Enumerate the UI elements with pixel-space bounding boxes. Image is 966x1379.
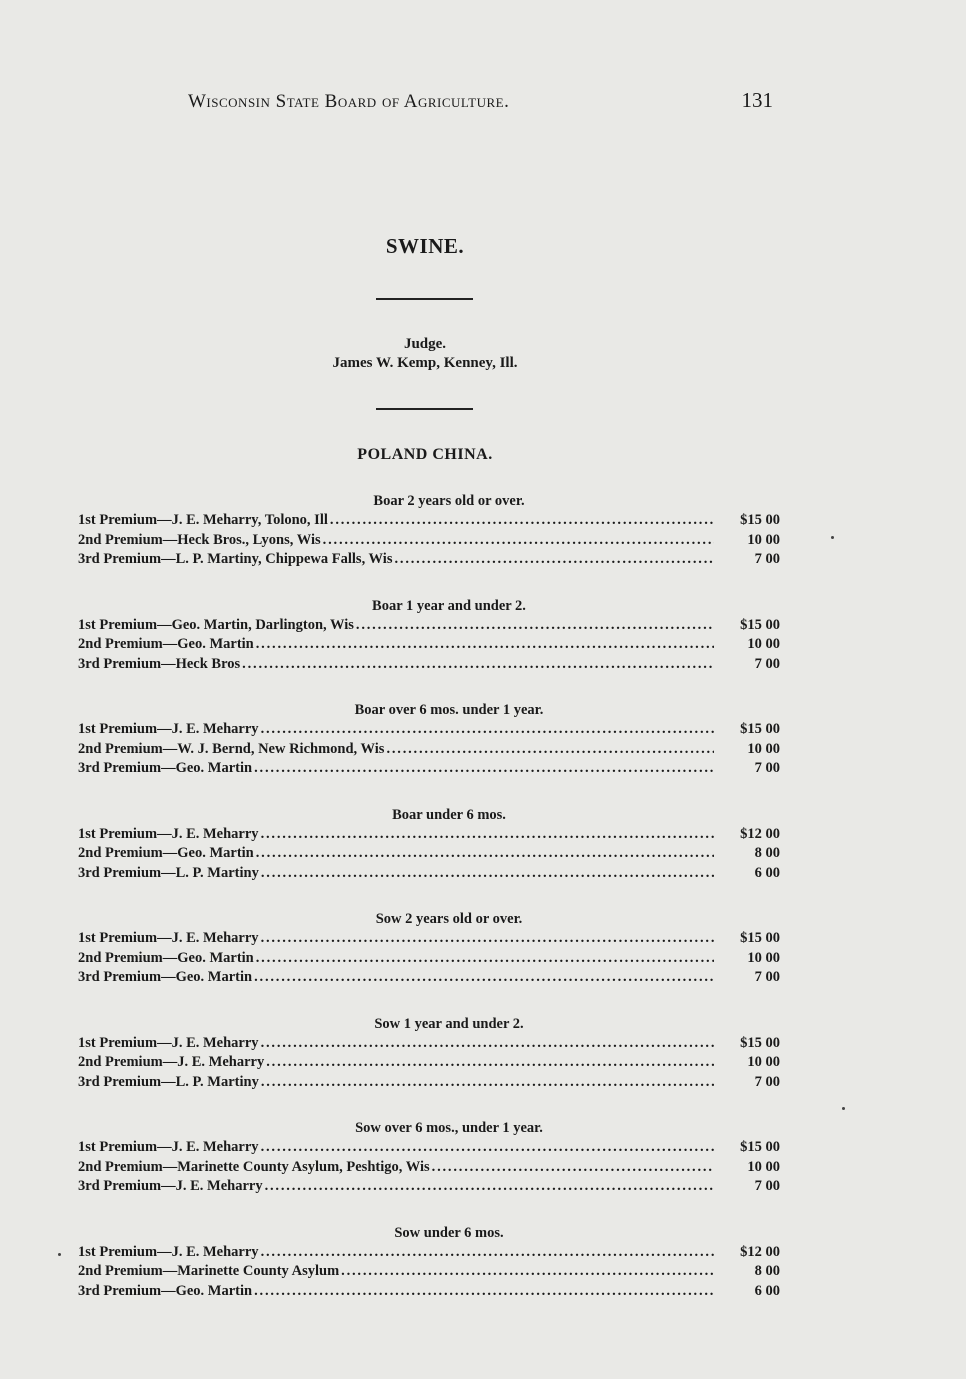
award-place: 3rd Premium bbox=[78, 655, 162, 672]
award-place: 2nd Premium bbox=[78, 845, 163, 861]
award-amount: 6 00 bbox=[754, 864, 780, 881]
award-place: 3rd Premium bbox=[78, 864, 162, 881]
award-entry bbox=[78, 616, 354, 636]
dot-leader bbox=[341, 1262, 714, 1282]
award-entry bbox=[78, 655, 240, 675]
dot-leader bbox=[254, 968, 714, 988]
award-row bbox=[78, 864, 780, 884]
award-row bbox=[78, 949, 780, 969]
award-amount: 10 00 bbox=[747, 740, 780, 757]
award-entry bbox=[78, 1243, 259, 1263]
award-row bbox=[78, 825, 780, 845]
judge-label: Judge. bbox=[403, 336, 447, 352]
award-winner: Geo. Martin bbox=[177, 845, 254, 861]
dot-leader bbox=[356, 616, 714, 636]
award-entry bbox=[78, 1073, 259, 1093]
breed-heading: POLAND CHINA. bbox=[357, 446, 493, 463]
award-row bbox=[78, 759, 780, 779]
award-amount: 6 00 bbox=[754, 1282, 780, 1299]
class-heading: Sow 1 year and under 2. bbox=[374, 1015, 524, 1032]
award-row bbox=[78, 1158, 780, 1178]
award-winner: Geo. Martin bbox=[177, 636, 254, 652]
award-winner: W. J. Bernd, New Richmond, Wis bbox=[177, 740, 385, 757]
em-dash: — bbox=[157, 512, 172, 528]
em-dash: — bbox=[161, 551, 176, 567]
award-winner: J. E. Meharry bbox=[175, 1178, 263, 1194]
dot-leader bbox=[261, 1138, 714, 1158]
dot-leader bbox=[254, 1282, 714, 1302]
award-row bbox=[78, 720, 780, 740]
premium-class bbox=[78, 491, 780, 596]
em-dash: — bbox=[157, 825, 172, 842]
em-dash: — bbox=[161, 1282, 176, 1299]
award-row bbox=[78, 1282, 780, 1302]
award-entry bbox=[78, 1034, 259, 1054]
award-amount: 10 00 bbox=[747, 1054, 780, 1070]
award-amount: $15 00 bbox=[740, 721, 780, 737]
award-entry bbox=[78, 511, 328, 531]
award-place: 2nd Premium bbox=[78, 1158, 163, 1175]
award-winner: J. E. Meharry bbox=[171, 721, 259, 737]
award-entry bbox=[78, 550, 392, 570]
premium-class bbox=[78, 596, 780, 701]
award-amount: $15 00 bbox=[740, 616, 780, 633]
award-entry bbox=[78, 1053, 264, 1073]
class-heading: Boar over 6 mos. under 1 year. bbox=[354, 702, 544, 718]
award-amount: 10 00 bbox=[747, 1158, 780, 1175]
em-dash: — bbox=[162, 1054, 178, 1070]
award-entry bbox=[78, 1177, 263, 1197]
award-winner: J. E. Meharry, Tolono, Ill bbox=[171, 512, 328, 528]
em-dash: — bbox=[162, 636, 178, 652]
award-entry bbox=[78, 929, 259, 949]
award-entry bbox=[78, 844, 254, 864]
award-place: 1st Premium bbox=[78, 1034, 158, 1051]
award-entry bbox=[78, 635, 254, 655]
award-winner: J. E. Meharry bbox=[171, 825, 259, 842]
award-amount: $15 00 bbox=[740, 1139, 780, 1155]
em-dash: — bbox=[162, 1158, 178, 1175]
award-row bbox=[78, 635, 780, 655]
award-amount: 10 00 bbox=[747, 636, 780, 652]
award-entry bbox=[78, 825, 259, 845]
award-place: 1st Premium bbox=[78, 1243, 158, 1260]
award-place: 3rd Premium bbox=[78, 760, 162, 776]
em-dash: — bbox=[157, 1034, 172, 1051]
dot-leader bbox=[254, 759, 714, 779]
award-place: 1st Premium bbox=[78, 512, 158, 528]
award-row bbox=[78, 1243, 780, 1263]
award-winner: Marinette County Asylum bbox=[177, 1263, 340, 1279]
em-dash: — bbox=[157, 721, 172, 737]
dot-leader bbox=[330, 511, 714, 531]
dot-leader bbox=[261, 825, 714, 845]
award-amount: 10 00 bbox=[747, 531, 780, 548]
award-amount: $15 00 bbox=[740, 930, 780, 946]
award-winner: Geo. Martin bbox=[175, 760, 253, 776]
award-row bbox=[78, 1053, 780, 1073]
award-place: 2nd Premium bbox=[78, 740, 163, 757]
dot-leader bbox=[261, 1073, 714, 1093]
dot-leader bbox=[261, 1243, 714, 1263]
award-place: 2nd Premium bbox=[78, 1263, 163, 1279]
premium-class bbox=[78, 1014, 780, 1119]
em-dash: — bbox=[157, 1243, 172, 1260]
award-amount: 8 00 bbox=[754, 1263, 780, 1279]
em-dash: — bbox=[162, 949, 178, 966]
dot-leader bbox=[256, 635, 714, 655]
award-row bbox=[78, 844, 780, 864]
award-winner: L. P. Martiny, Chippewa Falls, Wis bbox=[175, 551, 393, 567]
em-dash: — bbox=[157, 930, 172, 946]
award-row bbox=[78, 1138, 780, 1158]
dot-leader bbox=[256, 844, 714, 864]
award-row bbox=[78, 740, 780, 760]
award-place: 3rd Premium bbox=[78, 551, 162, 567]
award-place: 1st Premium bbox=[78, 721, 158, 737]
em-dash: — bbox=[161, 655, 176, 672]
award-amount: 7 00 bbox=[754, 655, 780, 672]
dot-leader bbox=[261, 720, 714, 740]
premium-class bbox=[78, 700, 780, 805]
dot-leader bbox=[265, 1177, 714, 1197]
award-amount: 7 00 bbox=[754, 551, 780, 567]
award-entry bbox=[78, 740, 384, 760]
award-place: 1st Premium bbox=[78, 616, 158, 633]
premium-class bbox=[78, 1118, 780, 1223]
em-dash: — bbox=[162, 531, 178, 548]
class-heading: Sow over 6 mos., under 1 year. bbox=[355, 1120, 543, 1136]
award-place: 1st Premium bbox=[78, 930, 158, 946]
award-entry bbox=[78, 1262, 339, 1282]
em-dash: — bbox=[161, 760, 176, 776]
em-dash: — bbox=[162, 845, 178, 861]
dot-leader bbox=[394, 550, 714, 570]
award-entry bbox=[78, 1282, 252, 1302]
award-row bbox=[78, 1177, 780, 1197]
award-amount: $15 00 bbox=[740, 1034, 780, 1051]
award-amount: $12 00 bbox=[740, 825, 780, 842]
award-entry bbox=[78, 720, 259, 740]
award-amount: 7 00 bbox=[754, 760, 780, 776]
award-winner: L. P. Martiny bbox=[175, 1073, 259, 1090]
award-amount: $15 00 bbox=[740, 512, 780, 528]
print-speck bbox=[831, 536, 834, 539]
dot-leader bbox=[266, 1053, 714, 1073]
running-head bbox=[188, 88, 773, 113]
dot-leader bbox=[261, 864, 714, 884]
class-heading: Sow under 6 mos. bbox=[394, 1224, 504, 1241]
running-head-title: Wisconsin State Board of Agriculture. bbox=[188, 91, 510, 112]
award-amount: 7 00 bbox=[754, 969, 780, 985]
award-place: 2nd Premium bbox=[78, 949, 163, 966]
premium-classes bbox=[78, 491, 780, 1327]
award-place: 1st Premium bbox=[78, 825, 158, 842]
award-winner: Marinette County Asylum, Peshtigo, Wis bbox=[177, 1158, 430, 1175]
print-speck bbox=[58, 1253, 61, 1256]
award-row bbox=[78, 616, 780, 636]
em-dash: — bbox=[162, 740, 178, 757]
award-place: 3rd Premium bbox=[78, 1178, 162, 1194]
judge-name: James W. Kemp, Kenney, Ill. bbox=[332, 355, 518, 371]
divider-rule bbox=[376, 408, 473, 410]
award-entry bbox=[78, 1138, 259, 1158]
page-number: 131 bbox=[741, 88, 773, 112]
print-speck bbox=[842, 1107, 845, 1110]
award-entry bbox=[78, 531, 321, 551]
award-place: 2nd Premium bbox=[78, 1054, 163, 1070]
em-dash: — bbox=[161, 864, 176, 881]
award-row bbox=[78, 531, 780, 551]
award-row bbox=[78, 1262, 780, 1282]
award-winner: L. P. Martiny bbox=[175, 864, 259, 881]
dot-leader bbox=[261, 1034, 714, 1054]
award-winner: J. E. Meharry bbox=[171, 1034, 259, 1051]
dot-leader bbox=[386, 740, 714, 760]
award-place: 3rd Premium bbox=[78, 1282, 162, 1299]
award-winner: Geo. Martin bbox=[175, 969, 253, 985]
award-place: 3rd Premium bbox=[78, 1073, 162, 1090]
dot-leader bbox=[432, 1158, 714, 1178]
em-dash: — bbox=[162, 1263, 178, 1279]
award-winner: Heck Bros., Lyons, Wis bbox=[177, 531, 321, 548]
premium-class bbox=[78, 909, 780, 1014]
award-entry bbox=[78, 759, 252, 779]
em-dash: — bbox=[161, 969, 176, 985]
em-dash: — bbox=[157, 1139, 172, 1155]
award-winner: J. E. Meharry bbox=[171, 930, 259, 946]
award-place: 2nd Premium bbox=[78, 636, 163, 652]
class-heading: Boar 1 year and under 2. bbox=[372, 597, 526, 614]
award-winner: Geo. Martin bbox=[177, 949, 254, 966]
award-row bbox=[78, 550, 780, 570]
dot-leader bbox=[261, 929, 714, 949]
dot-leader bbox=[323, 531, 714, 551]
award-winner: Geo. Martin bbox=[175, 1282, 253, 1299]
class-heading: Boar 2 years old or over. bbox=[373, 493, 525, 509]
award-winner: J. E. Meharry bbox=[171, 1243, 259, 1260]
award-row bbox=[78, 1073, 780, 1093]
award-amount: 8 00 bbox=[754, 845, 780, 861]
class-heading: Sow 2 years old or over. bbox=[375, 911, 523, 927]
class-heading: Boar under 6 mos. bbox=[392, 806, 506, 823]
section-title: SWINE. bbox=[385, 234, 465, 258]
award-amount: $12 00 bbox=[740, 1243, 780, 1260]
award-row bbox=[78, 968, 780, 988]
dot-leader bbox=[256, 949, 714, 969]
award-entry bbox=[78, 1158, 430, 1178]
award-winner: J. E. Meharry bbox=[177, 1054, 265, 1070]
award-winner: J. E. Meharry bbox=[171, 1139, 259, 1155]
award-row bbox=[78, 929, 780, 949]
divider-rule bbox=[376, 298, 473, 300]
em-dash: — bbox=[161, 1178, 176, 1194]
award-place: 2nd Premium bbox=[78, 531, 163, 548]
premium-class bbox=[78, 1223, 780, 1328]
award-place: 1st Premium bbox=[78, 1139, 158, 1155]
em-dash: — bbox=[157, 616, 172, 633]
award-winner: Heck Bros bbox=[175, 655, 241, 672]
award-entry bbox=[78, 864, 259, 884]
award-row bbox=[78, 655, 780, 675]
award-entry bbox=[78, 968, 252, 988]
award-amount: 10 00 bbox=[747, 949, 780, 966]
award-entry bbox=[78, 949, 254, 969]
award-place: 3rd Premium bbox=[78, 969, 162, 985]
award-amount: 7 00 bbox=[754, 1073, 780, 1090]
award-row bbox=[78, 511, 780, 531]
premium-class bbox=[78, 805, 780, 910]
award-amount: 7 00 bbox=[754, 1178, 780, 1194]
em-dash: — bbox=[161, 1073, 176, 1090]
award-row bbox=[78, 1034, 780, 1054]
award-winner: Geo. Martin, Darlington, Wis bbox=[171, 616, 354, 633]
dot-leader bbox=[242, 655, 714, 675]
